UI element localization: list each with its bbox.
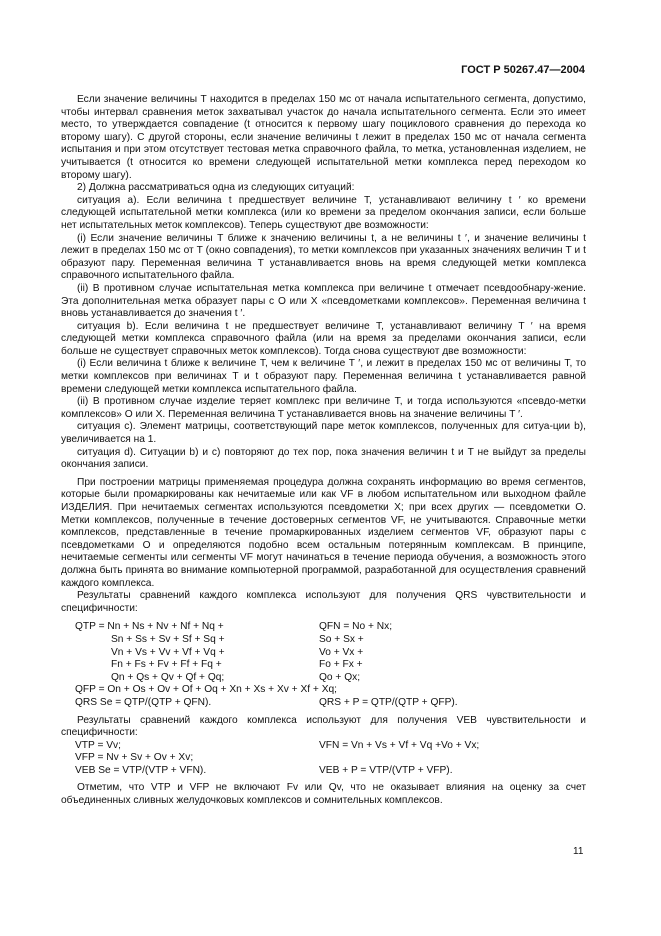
formula-row [61,697,586,710]
page-number: 11 [573,846,584,857]
paragraph: (i) Если значение величины T ближе к значению величины t, а не величины t ′, и значение величины t лежит в пределах 150 мс от T (окно совпадения), то метки комплексов при указанных значениях величин T и t образуют пару. Переменная величина T устанавливается вновь на время следующей метки комплекса справочного испытательного файла. [61,232,586,282]
formula-row [61,621,586,634]
formula-left: QFP = On + Os + Ov + Of + Oq + Xn + Xs + Xv + Xf + Xq; [75,684,337,696]
formula-left: Qn + Qs + Qv + Qf + Qq; [111,671,225,683]
formula-left: Fn + Fs + Fv + Ff + Fq + [111,659,222,671]
paragraph: (ii) В противном случае изделие теряет комплекс при величине T, и тогда используются «псевдо-метки комплексов» О или X. Переменная величина T устанавливается вновь на значение величины T ′. [61,396,586,420]
paragraph: Результаты сравнений каждого комплекса используют для получения VEB чувствительности и специфичности: [61,714,586,739]
formula-row [61,647,586,660]
paragraph: Отметим, что VTP и VFP не включают Fv или Qv, что не оказывает влияния на оценку за счет объединенных сливных желудочковых комплексов и сомнительных комплексов. [61,782,586,807]
formula-row [61,672,586,685]
paragraph: ситуация c). Элемент матрицы, соответствующий паре меток комплексов, полученных для ситуа-ции b), увеличивается на 1. [61,421,586,446]
formula-row [61,765,586,778]
paragraph: ситуация b). Если величина t не предшествует величине T, устанавливают величину T ′ на время следующей метки комплекса справочного файла (или на время за пределами окончания записи, если больше не существует справочных меток комплексов). Тогда снова существуют две возможности: [61,320,586,357]
qrs-formula-block [61,621,586,709]
formula-right: Fo + Fx + [319,659,363,671]
paragraph: Результаты сравнений каждого комплекса используют для получения QRS чувствительности и специфичности: [61,590,586,614]
formula-right: QFN = No + Nx; [319,621,393,633]
formula-row [61,659,586,672]
paragraph: ситуация d). Ситуации b) и c) повторяют до тех пор, пока значения величин t и T не выйдут за пределы окончания записи. [61,446,586,471]
formula-left: VTP = Vv; [75,739,121,751]
formula-row [61,684,586,697]
formula-row [61,752,586,765]
paragraph: При построении матрицы применяемая процедура должна сохранять информацию во время сегментов, которые были промаркированы как нечитаемые или как VF в любом испытательном или выходном файле ИЗДЕЛИЯ. При нечитаемых сегментах используются псевдометки X; при всех других — псевдометки О. Метки комплексов, полученные в течение достоверных сегментов VF, не учитываются. Справочные метки комплексов, представленные в течение промаркированных изделием сегментов VF, образуют пары с псевдометками О и определяются подобно всем остальным потерянным комплексам. В принципе, нечитаемые сегменты или сегменты VF могут начинаться в течение периода обучения, а возможность этого должна быть принята во внимание компьютерной программой, разработанной для осуществления сравнений каждого комплекса. [61,476,586,589]
formula-left: VEB Se = VTP/(VTP + VFN). [75,764,207,776]
paragraph: (i) Если величина t ближе к величине T, чем к величине T ′, и лежит в пределах 150 мс от величины T, то метки комплексов при величинах T и t образуют пару. Переменная величина t устанавливается равной времени следующей метки комплекса испытательного файла. [61,358,586,395]
paragraph: Если значение величины T находится в пределах 150 мс от начала испытательного сегмента, допустимо, чтобы интервал сравнения меток захватывал участок до начала испытательного сегмента. Если это имеет место, то утверждается совпадение (t относится к первому шагу поциклового сравнения до перехода ко второму шагу). С другой стороны, если значение величины t лежит в пределах 150 мс от начала сегмента испытания и при этом отсутствует тестовая метка справочного файла, то метка, установленная изделием, не учитывается (t относится ко времени следующей испытательной метки комплекса перед переходом ко второму шагу). [61,94,586,181]
formula-left: QRS Se = QTP/(QTP + QFN). [75,696,212,708]
formula-left: Sn + Ss + Sv + Sf + Sq + [111,633,225,645]
document-body [61,94,586,808]
formula-right: QRS + P = QTP/(QTP + QFP). [319,696,458,708]
paragraph: 2) Должна рассматриваться одна из следующих ситуаций: [77,182,355,194]
formula-left: VFP = Nv + Sv + Ov + Xv; [75,752,194,764]
formula-left: Vn + Vs + Vv + Vf + Vq + [111,646,225,658]
formula-row [61,634,586,647]
document-header: ГОСТ Р 50267.47—2004 [461,64,585,76]
formula-right: Qo + Qx; [319,671,361,683]
paragraph: (ii) В противном случае испытательная метка комплекса при величине t отмечает псевдообнару-жение. Эта дополнительная метка образует пары с О или X «псевдометками комплексов». Переменная величина t вновь устанавливается до значения t ′. [61,282,586,320]
formula-left: QTP = Nn + Ns + Nv + Nf + Nq + [75,621,224,633]
formula-row [61,740,586,753]
formula-right: So + Sx + [319,633,364,645]
formula-right: VFN = Vn + Vs + Vf + Vq +Vo + Vx; [319,739,480,751]
formula-right: Vo + Vx + [319,646,364,658]
veb-formula-block [61,740,586,778]
paragraph: ситуация a). Если величина t предшествует величине T, устанавливают величину t ′ ко времени следующей испытательной метки комплекса (или ко времени за пределом окончания записи, если больше нет испытательных меток комплексов). Теперь существуют две возможности: [61,194,586,231]
formula-right: VEB + P = VTP/(VTP + VFP). [319,764,453,776]
